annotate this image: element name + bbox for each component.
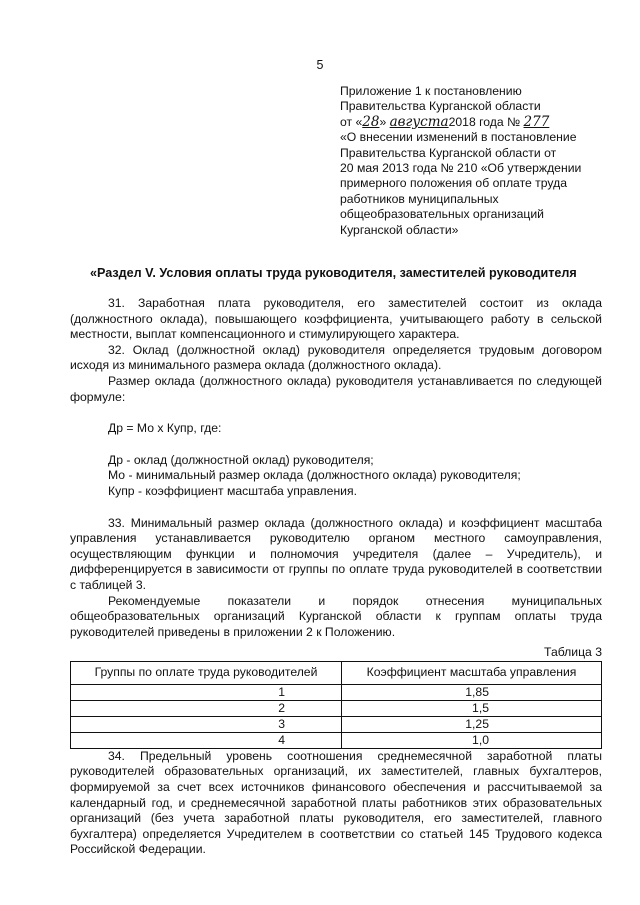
handwritten-day: 28: [362, 113, 380, 130]
formula: Др = Мо х Купр, где:: [108, 421, 222, 436]
table-cell-coefficient: 1,0: [342, 732, 602, 748]
paragraph-31: 31. Заработная плата руководителя, его заместителей состоит из оклада (должностного оклада), повышающего коэффициента, учитывающего работу в сельской местности, выплат компенсационного и стимулирующего характера.: [70, 296, 602, 342]
page-number: 5: [316, 58, 324, 72]
definition-kupr: Купр - коэффициент масштаба управления.: [108, 483, 357, 498]
table-cell-coefficient: 1,85: [342, 684, 602, 700]
table-cell-coefficient: 1,25: [342, 716, 602, 732]
table-header-coefficient: Коэффициент масштаба управления: [342, 661, 602, 684]
appendix-line: 20 мая 2013 года № 210 «Об утверждении: [340, 161, 582, 176]
appendix-line: Правительства Курганской области: [340, 99, 541, 114]
appendix-line: работников муниципальных: [340, 191, 499, 206]
appendix-date-line: [340, 115, 610, 130]
paragraph-33-recommendations: Рекомендуемые показатели и порядок отнесения муниципальных общеобразовательных организаций Курганской области к группам оплаты труда руководителей приведены в приложении 2 к Положению.: [70, 593, 602, 639]
section-title: «Раздел V. Условия оплаты труда руководителя, заместителей руководителя: [90, 266, 577, 280]
table-cell-group: 1: [71, 684, 342, 700]
table-cell-group: 4: [71, 732, 342, 748]
paragraph-34: 34. Предельный уровень соотношения среднемесячной заработной платы руководителей образовательных организаций, их заместителей, главных бухгалтеров, формируемой за счет всех источников финансового обеспечения и рассчитываемой за календарный год, и среднемесячной заработной платы работников этих образовательных организаций (без учета заработной платы руководителя, его заместителей, главного бухгалтера) определяется Учредителем в соответствии со статьей 145 Трудового кодекса Российской Федерации.: [70, 748, 602, 857]
table-header-group: Группы по оплате труда руководителей: [71, 661, 342, 684]
appendix-line: примерного положения об оплате труда: [340, 176, 567, 191]
date-mid: »: [379, 114, 390, 129]
date-prefix: от «: [340, 114, 363, 129]
coefficient-table: [70, 661, 602, 749]
appendix-line: общеобразовательных организаций: [340, 207, 544, 222]
appendix-line: Правительства Курганской области от: [340, 145, 557, 160]
table-header-row: [71, 661, 602, 684]
definition-mo: Мо - минимальный размер оклада (должностного оклада) руководителя;: [108, 468, 521, 483]
table-row: [71, 700, 602, 716]
table-caption: Таблица 3: [544, 645, 602, 660]
table-cell-coefficient: 1,5: [342, 700, 602, 716]
handwritten-number: 277: [523, 113, 550, 130]
table-cell-group: 3: [71, 716, 342, 732]
table-cell-group: 2: [71, 700, 342, 716]
paragraph-32-formula-intro: Размер оклада (должностного оклада) руководителя устанавливается по следующей формуле:: [70, 373, 602, 404]
year-text: 2018 года №: [448, 114, 521, 129]
appendix-header: [340, 84, 610, 238]
paragraph-33: 33. Минимальный размер оклада (должностного оклада) и коэффициент масштаба управления устанавливается руководителю органом местного самоуправления, осуществляющим функции и полномочия учредителя (далее – Учредитель), и дифференцируется в зависимости от группы по оплате труда руководителей в соответствии с таблицей 3.: [70, 515, 602, 592]
document-body: [70, 296, 602, 858]
table-row: [71, 732, 602, 748]
appendix-line: Приложение 1 к постановлению: [340, 84, 522, 98]
paragraph-32: 32. Оклад (должностной оклад) руководителя определяется трудовым договором исходя из минимального размера оклада (должностного оклада).: [70, 342, 602, 373]
table-row: [71, 684, 602, 700]
table-row: [71, 716, 602, 732]
handwritten-month: августа: [389, 113, 449, 130]
definition-dr: Др - оклад (должностной оклад) руководителя;: [108, 452, 374, 467]
appendix-line: «О внесении изменений в постановление: [340, 130, 577, 145]
appendix-line: Курганской области»: [340, 222, 459, 237]
